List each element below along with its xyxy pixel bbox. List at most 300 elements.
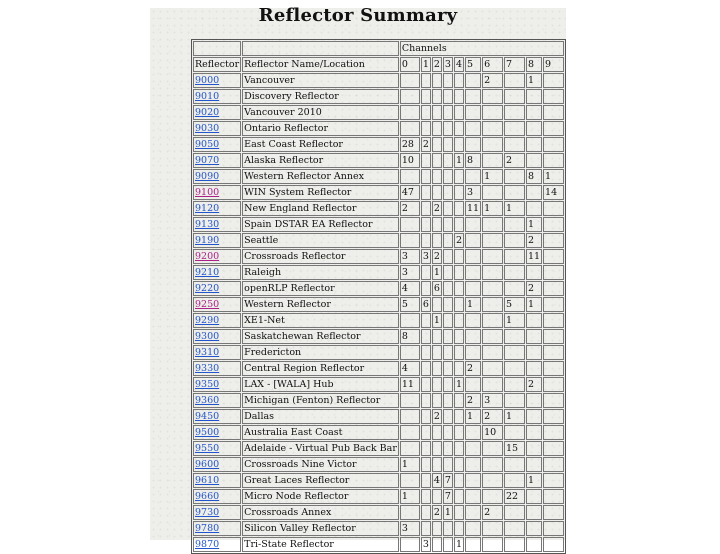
channel-count-cell	[443, 361, 453, 376]
channel-count-cell: 14	[543, 185, 564, 200]
channel-count-cell	[482, 249, 503, 264]
reflector-link[interactable]: 9000	[193, 73, 241, 88]
channel-count-cell	[400, 537, 420, 552]
channel-count-cell: 1	[433, 315, 440, 326]
channel-count-cell	[443, 345, 453, 360]
channel-count-cell	[482, 313, 503, 328]
channel-count-cell: 11	[467, 203, 480, 214]
channel-count-cell	[443, 249, 453, 264]
reflector-link[interactable]: 9550	[193, 441, 241, 456]
channel-count-cell	[465, 313, 481, 328]
channel-count-cell	[504, 169, 525, 184]
channel-count-cell	[465, 345, 481, 360]
channel-count-cell	[504, 345, 525, 360]
table-row	[193, 377, 564, 392]
channel-count-cell	[465, 89, 481, 104]
header-channel-6: 6	[482, 57, 503, 72]
table-row	[193, 313, 564, 328]
reflector-link[interactable]: 9450	[193, 409, 241, 424]
channel-count-cell	[543, 441, 564, 456]
channel-count-cell	[465, 425, 481, 440]
reflector-name: Michigan (Fenton) Reflector	[242, 393, 399, 408]
channel-count-cell: 11	[400, 377, 420, 392]
table-row	[193, 121, 564, 136]
channel-count-cell	[504, 377, 525, 392]
channel-count-cell: 1	[465, 297, 481, 312]
table-row	[193, 393, 564, 408]
reflector-link[interactable]: 9090	[193, 169, 241, 184]
channel-count-cell	[526, 521, 542, 536]
channel-count-cell: 3	[400, 521, 420, 536]
channel-count-cell	[465, 73, 481, 88]
channel-count-cell	[482, 441, 503, 456]
channel-count-cell	[482, 521, 503, 536]
channel-count-cell: 2	[433, 203, 440, 214]
channel-count-cell	[482, 329, 503, 344]
channel-count-cell: 1	[504, 201, 525, 216]
table-row	[193, 265, 564, 280]
reflector-link[interactable]: 9030	[193, 121, 241, 136]
channel-count-cell: 1	[504, 313, 525, 328]
channel-count-cell	[504, 425, 525, 440]
reflector-link[interactable]: 9200	[193, 249, 241, 264]
channel-count-cell	[432, 329, 442, 344]
channel-count-cell	[482, 233, 503, 248]
column-header-row	[193, 57, 564, 72]
reflector-name: Great Laces Reflector	[242, 473, 399, 488]
reflector-link[interactable]: 9190	[193, 233, 241, 248]
channel-count-cell: 2	[422, 139, 429, 150]
channel-count-cell	[543, 505, 564, 520]
channel-count-cell: 5	[400, 297, 420, 312]
channel-count-cell	[443, 409, 453, 424]
header-channel-3: 3	[444, 59, 451, 70]
channel-count-cell	[543, 313, 564, 328]
channel-count-cell	[432, 393, 442, 408]
channel-count-cell	[421, 265, 431, 280]
reflector-link[interactable]: 9350	[193, 377, 241, 392]
reflector-link[interactable]: 9120	[193, 201, 241, 216]
channel-count-cell	[526, 313, 542, 328]
channel-count-cell	[400, 425, 420, 440]
channel-count-cell: 2	[433, 411, 440, 422]
channel-count-cell: 2	[433, 507, 440, 518]
channel-count-cell	[421, 89, 431, 104]
table-row	[193, 425, 564, 440]
channel-count-cell	[454, 313, 464, 328]
header-channel-5: 5	[465, 57, 481, 72]
channel-count-cell	[432, 169, 442, 184]
channel-count-cell	[526, 329, 542, 344]
channel-count-cell	[443, 89, 453, 104]
channel-count-cell	[543, 361, 564, 376]
document-page	[150, 5, 566, 550]
channel-count-cell	[432, 377, 442, 392]
channel-count-cell	[454, 89, 464, 104]
channel-count-cell	[504, 361, 525, 376]
reflector-link[interactable]: 9600	[193, 457, 241, 472]
channel-count-cell	[543, 137, 564, 152]
channel-count-cell	[443, 265, 453, 280]
channel-count-cell: 3	[422, 251, 429, 262]
channel-count-cell	[465, 457, 481, 472]
channel-count-cell	[526, 441, 542, 456]
channel-count-cell	[454, 121, 464, 136]
channel-count-cell: 7	[444, 491, 451, 502]
channel-count-cell	[443, 201, 453, 216]
channel-count-cell	[482, 281, 503, 296]
reflector-name: Ontario Reflector	[242, 121, 399, 136]
channel-count-cell: 10	[400, 153, 420, 168]
channel-count-cell	[421, 169, 431, 184]
channel-count-cell	[400, 409, 420, 424]
channel-count-cell	[504, 217, 525, 232]
channel-count-cell	[465, 217, 481, 232]
channel-count-cell	[432, 425, 442, 440]
channel-count-cell	[432, 233, 442, 248]
channel-count-cell	[443, 377, 453, 392]
channel-count-cell	[432, 89, 442, 104]
channel-count-cell	[421, 457, 431, 472]
channel-count-cell	[432, 217, 442, 232]
channel-count-cell	[400, 313, 420, 328]
channel-count-cell	[526, 185, 542, 200]
channel-count-cell	[504, 105, 525, 120]
reflector-link[interactable]: 9360	[193, 393, 241, 408]
channel-count-cell	[504, 121, 525, 136]
reflector-name: LAX - [WALA] Hub	[242, 377, 399, 392]
channel-count-cell	[421, 121, 431, 136]
channel-count-cell	[432, 137, 442, 152]
reflector-link[interactable]: 9220	[193, 281, 241, 296]
reflector-name: Discovery Reflector	[242, 89, 399, 104]
channel-count-cell	[443, 73, 453, 88]
channel-count-cell: 3	[422, 539, 429, 550]
channel-count-cell	[421, 473, 431, 488]
channel-count-cell: 1	[526, 73, 542, 88]
channel-count-cell	[443, 521, 453, 536]
reflector-name: openRLP Reflector	[242, 281, 399, 296]
channel-count-cell	[432, 185, 442, 200]
channel-count-cell	[454, 473, 464, 488]
channel-count-cell	[421, 185, 431, 200]
channel-count-cell	[454, 249, 464, 264]
channel-count-cell	[443, 329, 453, 344]
channel-count-cell	[465, 489, 481, 504]
channel-count-cell	[421, 441, 431, 456]
channel-count-cell	[526, 409, 542, 424]
channel-count-cell	[421, 329, 431, 344]
channel-count-cell: 1	[482, 169, 503, 184]
channel-count-cell	[465, 169, 481, 184]
reflector-name: Crossroads Nine Victor	[242, 457, 399, 472]
channel-count-cell	[504, 137, 525, 152]
channel-count-cell	[465, 377, 481, 392]
channel-count-cell: 6	[433, 283, 440, 294]
channel-count-cell	[526, 361, 542, 376]
channel-count-cell	[454, 73, 464, 88]
channel-count-cell	[504, 537, 525, 552]
channel-count-cell	[526, 137, 542, 152]
channel-count-cell: 5	[504, 297, 525, 312]
channel-count-cell	[421, 377, 431, 392]
channel-count-cell	[443, 121, 453, 136]
reflector-name: Fredericton	[242, 345, 399, 360]
header-channel-8: 8	[526, 57, 542, 72]
channel-count-cell	[421, 345, 431, 360]
channel-count-cell	[454, 393, 464, 408]
channel-count-cell	[504, 185, 525, 200]
channel-count-cell	[443, 233, 453, 248]
table-row	[193, 105, 564, 120]
channel-count-cell	[421, 201, 431, 216]
channel-count-cell	[443, 169, 453, 184]
reflector-link[interactable]: 9210	[193, 265, 241, 280]
reflector-link[interactable]: 9070	[193, 153, 241, 168]
channel-count-cell	[465, 521, 481, 536]
reflector-link[interactable]: 9100	[193, 185, 241, 200]
channel-count-cell	[504, 505, 525, 520]
channel-count-cell: 2	[400, 201, 420, 216]
table-row	[193, 233, 564, 248]
channel-count-cell	[443, 393, 453, 408]
channel-count-cell	[400, 169, 420, 184]
channel-count-cell: 4	[400, 281, 420, 296]
channel-count-cell	[526, 265, 542, 280]
channel-count-cell	[400, 73, 420, 88]
channel-count-cell	[432, 441, 442, 456]
channel-count-cell	[543, 377, 564, 392]
reflector-name: Central Region Reflector	[242, 361, 399, 376]
channel-count-cell	[454, 345, 464, 360]
channel-count-cell: 3	[400, 249, 420, 264]
channel-count-cell	[465, 473, 481, 488]
table-row	[193, 361, 564, 376]
channel-count-cell: 8	[400, 329, 420, 344]
channel-count-cell	[504, 265, 525, 280]
header-channel-7: 7	[504, 57, 525, 72]
channel-count-cell	[443, 297, 453, 312]
header-channel-4: 4	[455, 59, 462, 70]
channel-count-cell	[432, 153, 442, 168]
channel-count-cell	[400, 233, 420, 248]
channel-count-cell	[421, 521, 431, 536]
channel-count-cell: 2	[504, 153, 525, 168]
channel-count-cell	[482, 137, 503, 152]
reflector-name: Saskatchewan Reflector	[242, 329, 399, 344]
channel-count-cell	[543, 473, 564, 488]
channel-count-cell	[543, 73, 564, 88]
reflector-link[interactable]: 9610	[193, 473, 241, 488]
channel-count-cell: 4	[433, 475, 440, 486]
header-channel-2: 2	[433, 59, 440, 70]
channel-count-cell	[543, 153, 564, 168]
channel-count-cell: 1	[526, 473, 542, 488]
channel-count-cell	[543, 217, 564, 232]
reflector-name: East Coast Reflector	[242, 137, 399, 152]
channel-count-cell	[526, 153, 542, 168]
reflector-link[interactable]: 9500	[193, 425, 241, 440]
table-row	[193, 185, 564, 200]
channel-count-cell	[443, 281, 453, 296]
channel-count-cell	[526, 201, 542, 216]
reflector-name: Spain DSTAR EA Reflector	[242, 217, 399, 232]
table-row	[193, 297, 564, 312]
channel-count-cell	[504, 89, 525, 104]
table-row	[193, 137, 564, 152]
channel-count-cell: 2	[482, 73, 503, 88]
reflector-link[interactable]: 9870	[193, 537, 241, 552]
table-row	[193, 505, 564, 520]
table-row	[193, 537, 564, 552]
reflector-link[interactable]: 9130	[193, 217, 241, 232]
table-row	[193, 153, 564, 168]
channel-count-cell	[400, 441, 420, 456]
reflector-link[interactable]: 9050	[193, 137, 241, 152]
channel-count-cell	[454, 169, 464, 184]
channel-count-cell	[543, 329, 564, 344]
channel-count-cell: 47	[400, 185, 420, 200]
reflector-link[interactable]: 9310	[193, 345, 241, 360]
channel-count-cell	[504, 393, 525, 408]
channel-count-cell	[421, 409, 431, 424]
reflector-name: New England Reflector	[242, 201, 399, 216]
channel-count-cell	[526, 457, 542, 472]
channel-count-cell	[454, 281, 464, 296]
channel-count-cell	[526, 505, 542, 520]
reflector-link[interactable]: 9020	[193, 105, 241, 120]
reflector-name: Australia East Coast	[242, 425, 399, 440]
channel-count-cell	[443, 441, 453, 456]
channel-count-cell: 8	[465, 153, 481, 168]
channel-count-cell	[543, 393, 564, 408]
reflector-link[interactable]: 9010	[193, 89, 241, 104]
reflector-link[interactable]: 9330	[193, 361, 241, 376]
channel-count-cell	[543, 409, 564, 424]
reflector-name: Adelaide - Virtual Pub Back Bar	[244, 443, 397, 454]
channel-count-cell	[454, 425, 464, 440]
channel-count-cell	[465, 233, 481, 248]
table-row	[193, 457, 564, 472]
channel-count-cell	[543, 489, 564, 504]
table-row	[193, 249, 564, 264]
channel-count-cell	[454, 329, 464, 344]
channel-count-cell	[543, 425, 564, 440]
channel-count-cell	[504, 329, 525, 344]
channel-count-cell: 1	[482, 201, 503, 216]
table-row	[193, 281, 564, 296]
channel-count-cell	[400, 121, 420, 136]
channel-count-cell	[543, 265, 564, 280]
channel-count-cell	[454, 265, 464, 280]
channel-count-cell	[465, 329, 481, 344]
channel-count-cell: 1	[455, 379, 462, 390]
channel-count-cell	[400, 505, 420, 520]
header-reflector: Reflector	[195, 59, 240, 70]
reflector-link[interactable]: 9300	[193, 329, 241, 344]
channel-count-cell	[465, 265, 481, 280]
channel-count-cell	[482, 185, 503, 200]
reflector-name: XE1-Net	[242, 313, 399, 328]
reflector-link[interactable]: 9780	[193, 521, 241, 536]
channel-count-cell	[526, 425, 542, 440]
channel-count-cell: 2	[465, 361, 481, 376]
channel-count-cell	[465, 137, 481, 152]
channel-count-cell	[543, 233, 564, 248]
channel-count-cell	[482, 457, 503, 472]
reflector-link[interactable]: 9660	[193, 489, 241, 504]
channels-header: Channels	[400, 41, 564, 56]
channel-count-cell	[526, 537, 542, 552]
channel-count-cell: 1	[543, 169, 564, 184]
blank-header-cell	[242, 41, 399, 56]
channel-count-cell	[421, 425, 431, 440]
channel-count-cell	[454, 105, 464, 120]
channel-count-cell	[526, 489, 542, 504]
reflector-link[interactable]: 9290	[193, 313, 241, 328]
reflector-name: Western Reflector	[242, 297, 399, 312]
channel-count-cell	[504, 473, 525, 488]
channel-count-cell	[432, 521, 442, 536]
table-row	[193, 89, 564, 104]
reflector-name: Raleigh	[242, 265, 399, 280]
channel-count-cell	[482, 473, 503, 488]
channel-count-cell: 2	[526, 233, 542, 248]
table-row	[193, 345, 564, 360]
channel-count-cell: 3	[400, 265, 420, 280]
reflector-name: Crossroads Reflector	[242, 249, 399, 264]
channel-count-cell: 3	[465, 185, 481, 200]
channel-count-cell: 7	[444, 475, 451, 486]
channel-count-cell	[543, 89, 564, 104]
channel-count-cell	[432, 297, 442, 312]
reflector-name: Vancouver	[242, 73, 399, 88]
channel-count-cell	[526, 89, 542, 104]
channel-count-cell: 15	[504, 441, 525, 456]
channel-count-cell: 1	[455, 539, 462, 550]
channel-count-cell	[482, 265, 503, 280]
channel-count-cell: 4	[400, 361, 420, 376]
channel-count-cell	[400, 473, 420, 488]
channel-count-cell: 10	[482, 425, 503, 440]
reflector-link[interactable]: 9250	[193, 297, 241, 312]
channel-count-cell: 1	[433, 267, 440, 278]
channel-count-cell: 3	[482, 393, 503, 408]
reflector-name: Western Reflector Annex	[242, 169, 399, 184]
channel-count-cell	[432, 489, 442, 504]
channel-count-cell: 11	[527, 251, 541, 262]
channel-count-cell	[526, 393, 542, 408]
channel-count-cell	[400, 345, 420, 360]
channel-count-cell: 1	[465, 409, 481, 424]
reflector-link[interactable]: 9730	[193, 505, 241, 520]
channel-count-cell	[432, 345, 442, 360]
channel-count-cell: 2	[526, 281, 542, 296]
channel-count-cell: 1	[455, 155, 462, 166]
channel-count-cell	[454, 217, 464, 232]
channel-count-cell	[482, 345, 503, 360]
channel-count-cell	[482, 361, 503, 376]
channel-count-cell	[465, 281, 481, 296]
table-row	[193, 329, 564, 344]
reflector-name: Dallas	[242, 409, 399, 424]
channel-count-cell	[465, 105, 481, 120]
channel-count-cell	[482, 153, 503, 168]
channel-count-cell	[465, 121, 481, 136]
channel-count-cell	[432, 457, 442, 472]
channel-count-cell	[482, 377, 503, 392]
reflector-name: Tri-State Reflector	[242, 537, 399, 552]
